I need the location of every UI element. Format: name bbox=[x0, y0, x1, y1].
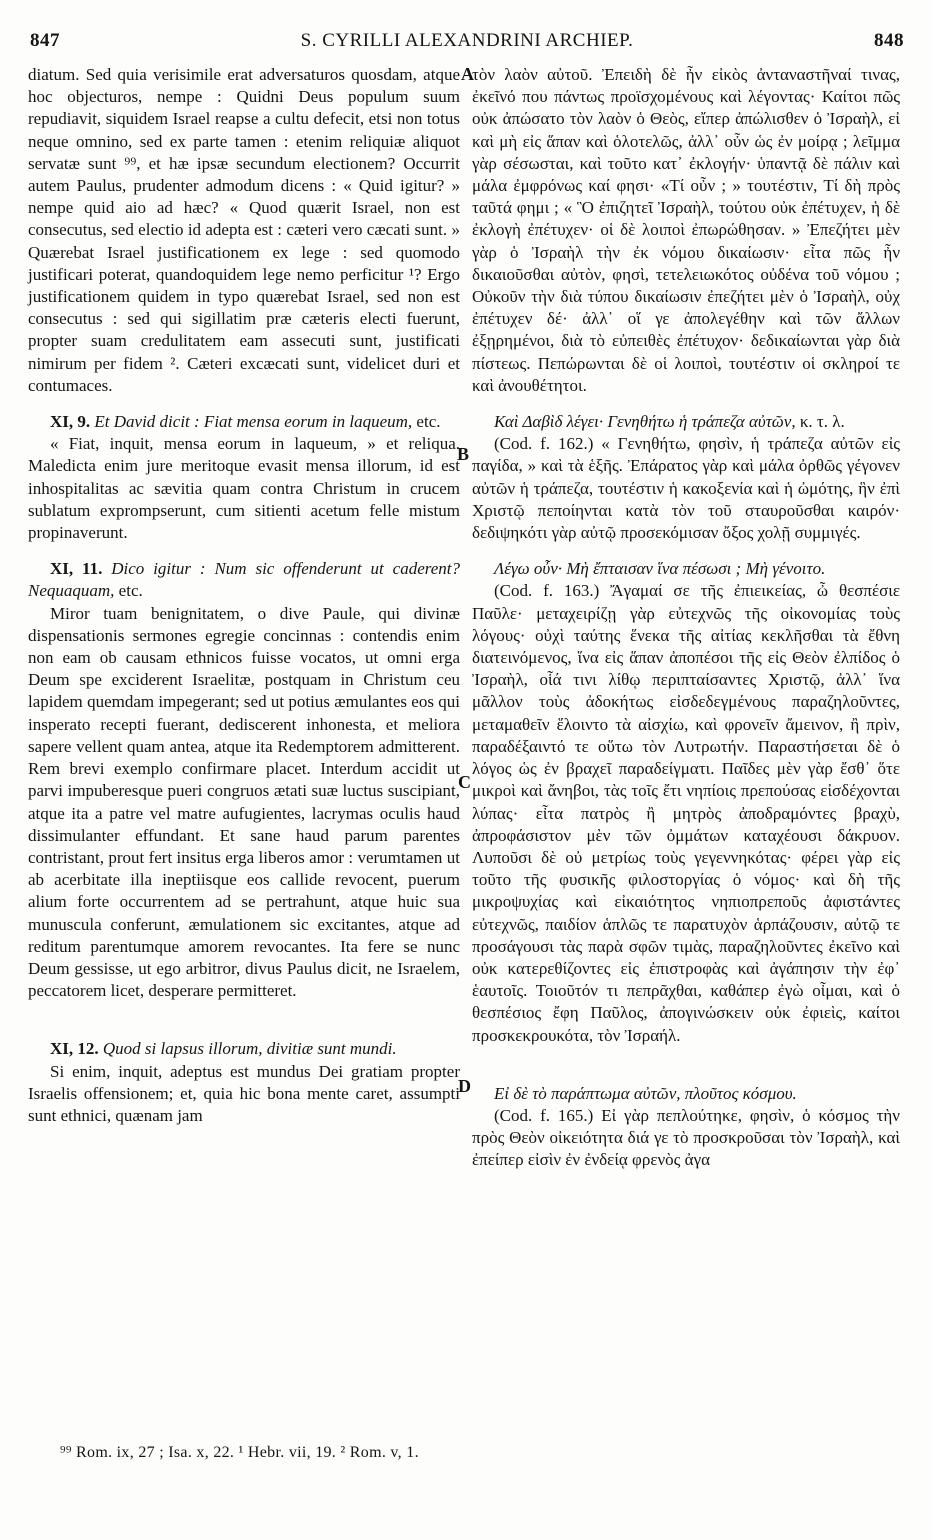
spacer bbox=[472, 1047, 900, 1069]
verse-lemma: Et David dicit : Fiat mensa eorum in laqueum, bbox=[94, 412, 413, 432]
verse-number: XI, 9. bbox=[50, 412, 91, 432]
verse-heading bbox=[28, 411, 460, 433]
verse-heading bbox=[472, 558, 900, 580]
page-header bbox=[30, 30, 904, 60]
verse-heading bbox=[28, 1038, 460, 1060]
verse-number: XI, 12. bbox=[50, 1039, 99, 1059]
paragraph: (Cod. f. 163.) Ἄγαμαί σε τῆς ἐπιεικείας, ὦ θεσπέσιε Παῦλε· μεταχειρίζῃ γὰρ εὐτεχνῶς τῆς οἰκονομίας τοὺς λόγους· οὐχὶ ταύτης ἕνεκα τῆς αἰτίας κεκλῆσθαι τὰ ἔθνη διατεινόμενος, ἵνα εἰς ἅπαν ἀποπέσοι τῆς εἰς Θεὸν ἐλπίδος ὁ Ἰσραὴλ, οἷά τινι λίθῳ περιπταίσαντες Χριστῷ, ἀλλ᾽ ἵνα μᾶλλον τοὺς ἀδοκήτως εἰσδεδεγμένους παραζηλοῦντες, μεταμαθεῖν ἕλοιντο τὰ αἰσχίω, καὶ φρονεῖν ἄμεινον, ἢ πρὶν, παραδέξαιντό τε οὕτω τὸν Λυτρωτήν. Παραστήσεται δὲ ὁ λόγος ὡς ἐν βραχεῖ παραδείγματι. Παῖδες μὲν γὰρ ἔσθ᾽ ὅτε μικροὶ καὶ ἄνηβοι, τὰς τοῖς ἔτι νηπίοις πρεπούσας εἰσδέχονται λύπας· εἶτα πατρὸς ἢ μητρὸς ἀποδραμόντες βραχὺ, ἀπροφάσιστον μὲν τῶν ὀμμάτων καταχέουσι δάκρυον. Λυποῦσι δὲ οὐ μετρίως τοὺς γεγεννηκότας· φέρει γὰρ εἰς τοῦτο τῆς φυσικῆς φιλοστοργίας ὁ νόμος· καὶ δὴ τῆς μικροψυχίας καὶ εἰκαιότητος νηπιοπρεποῦς ἀφιστάντες εὐτεχνῶς, παιδίον ἁπλῶς τε παρατυχὸν ἁρπάζουσιν, αὐτῷ τε προσάγουσι τὰς παρὰ σφῶν τιμὰς, παραζηλοῦντες ἐκεῖνο καὶ οὐκ κατερεθίζοντες εἰς ἐπιστροφὰς καὶ ἀγάπησιν τὴν ἐφ᾽ ἑαυτοῖς. Τοιοῦτόν τι πεπρᾶχθαι, καθάπερ ἐγὼ οἶμαι, καὶ ὁ θεσπέσιος ἔφη Παῦλος, ἀπογινώσκειν οὐκ ἐφιεὶς, καίτοι προσκεκρουκότα, τὸν Ἰσραήλ. bbox=[472, 581, 900, 1045]
verse-lemma: Εἰ δὲ τὸ παράπτωμα αὐτῶν, πλοῦτος κόσμου. bbox=[494, 1083, 797, 1103]
paragraph: (Cod. f. 162.) « Γενηθήτω, φησὶν, ἡ τράπεζα αὐτῶν εἰς παγίδα, » καὶ τὰ ἑξῆς. Ἐπάρατος γὰρ καὶ μάλα ὀρθῶς γέγονεν αὐτῶν ἡ τράπεζα, τουτέστιν ἡ κακοξενία καὶ ἡ ὠμότης, ἣν ἐπὶ Χριστῷ πεποίηνται κατὰ τὸν τοῦ σταυροῦσθαι καιρόν· δεδιψηκότι γὰρ αὐτῷ προσεκόμισαν ὄξος χολῇ συμμιγές. bbox=[472, 434, 900, 543]
verse-lemma: Dico igitur : Num sic offenderunt ut caderent? Nequaquam, bbox=[28, 559, 460, 601]
latin-column bbox=[28, 64, 460, 1127]
greek-column bbox=[472, 64, 900, 1172]
verse-lemma: Quod si lapsus illorum, divitiæ sunt mundi. bbox=[102, 1039, 397, 1059]
verse-lemma: Καὶ Δαβὶδ λέγει· Γενηθήτω ἡ τράπεζα αὐτῶν, bbox=[494, 412, 796, 432]
verse-number: XI, 11. bbox=[50, 559, 103, 579]
paragraph: diatum. Sed quia verisimile erat adversaturos quosdam, atque hoc objecturos, nempe : Quidni Deus populum suum repudiavit, siquidem Israel reapse a cultu defecit, etsi non totus neque omnino, sed ex parte tamen : etenim reliquiæ aliquot servatæ sunt ⁹⁹, et hæ ipsæ secundum electionem? Occurrit autem Paulus, prudenter admodum dicens : « Quid igitur? » nempe quid aio ad hæc? « Quod quærit Israel, non est consecutus, sed electio id adepta est : cæteri vero cæcati sunt. » Quærebat Israel justificationem ex lege : sed quomodo justificari poterat, quandoquidem lege nemo perficitur ¹? Ergo justificationem quidem in typo quærebat Israel, sed non est consecutus : sed qui sigillatim præ cæteris electi fuerunt, propter suam credulitatem eam assecuti sunt, justificati nimirum per fidem ². Cæteri excæcati sunt, videlicet duri et contumaces. bbox=[28, 65, 460, 395]
verse-heading bbox=[28, 558, 460, 602]
verse-heading bbox=[472, 1083, 900, 1105]
margin-marker-d: D bbox=[458, 1076, 471, 1096]
running-title: S. CYRILLI ALEXANDRINI ARCHIEP. bbox=[300, 30, 634, 51]
verse-lemma: Λέγω οὖν· Μὴ ἔπταισαν ἵνα πέσωσι ; Μὴ γένοιτο. bbox=[494, 559, 826, 579]
verse-tail: etc. bbox=[118, 581, 143, 601]
verse-heading bbox=[472, 411, 900, 433]
margin-marker-b: B bbox=[457, 444, 470, 464]
paragraph: Miror tuam benignitatem, o dive Paule, qui divinæ dispensationis sermones egregie concinnas : contendis enim non eam ob causam ethnicos fuisse vocatos, ut omni erga Deum spe exciderent Israelitæ, postquam in Christum ceu lapidem quemdam impegerant; sed ut potius æmulantes eos qui insperato recepti fuerant, dediscerent inhonesta, et meliora sapere vellent quam antea, atque ita Redemptorem admitterent. Rem brevi exemplo confirmare placet. Interdum accidit ut parvi impuberesque pueri congruos ætati suæ luctus suscipiant, atque ita a patre vel matre aufugientes, lacrymas oculis haud dissimulanter effundant. Et sane haud parum parentes contristant, prout fert insitus erga liberos amor : verumtamen ut ab acerbitate illa ineptiisque eos callide revocent, puerum alium forte occurrentem ad se pertrahunt, atque huic sua munuscula conferunt, æmulationem sic excitantes, atque ad reditum parentumque amorem revocantes. Ita fere se nunc Deum gessisse, ut ego arbitror, divus Paulus dicit, ne Israelem, peccatorem licet, desperare permitteret. bbox=[28, 603, 460, 1001]
footnotes: ⁹⁹ Rom. ix, 27 ; Isa. x, 22. ¹ Hebr. vii, 19. ² Rom. v, 1. bbox=[60, 1444, 419, 1461]
page-number-right: 848 bbox=[874, 30, 904, 51]
margin-marker-c: C bbox=[458, 772, 471, 792]
margin-marker-a: A bbox=[461, 64, 474, 84]
page-number-left: 847 bbox=[30, 30, 60, 51]
verse-tail: κ. τ. λ. bbox=[799, 412, 845, 432]
paragraph: Si enim, inquit, adeptus est mundus Dei gratiam propter Israelis offensionem; et, quia hic bona mente caret, assumpti sunt ethnici, quænam jam bbox=[28, 1061, 460, 1125]
paragraph: (Cod. f. 165.) Εἰ γὰρ πεπλούτηκε, φησὶν, ὁ κόσμος τὴν πρὸς Θεὸν οἰκειότητα διά γε τὸ προσκροῦσαι τὸν Ἰσραὴλ, καὶ ἐπείπερ εἰσὶν ἐν ἐνδείᾳ φρενὸς ἀγα bbox=[472, 1105, 900, 1170]
verse-tail: etc. bbox=[416, 412, 441, 432]
spacer bbox=[28, 1002, 460, 1024]
paragraph: τὸν λαὸν αὐτοῦ. Ἐπειδὴ δὲ ἦν εἰκὸς ἀνταναστῆναί τινας, ἐκεῖνό που πάντως προϊσχομένους καὶ λέγοντας· Καίτοι πῶς οὐκ ἀπώσατο τὸν λαὸν ὁ Θεὸς, εἴπερ ἀπώλισθεν ὁ Ἰσραὴλ, εἰ καὶ μὴ εἰς ἅπαν καὶ ὁλοτελῶς, ἀλλ᾽ οὖν ὡς ἐν μοίρᾳ ; λεῖμμα γὰρ σέσωσται, καὶ τοῦτο κατ᾽ ἐκλογήν· ὑπαντᾷ δὲ πάλιν καὶ μάλα ἐμφρόνως καί φησι· «Τί οὖν ; » τουτέστιν, Τί δὴ πρὸς ταῦτά φημι ; « Ὃ ἐπιζητεῖ Ἰσραὴλ, τούτου οὐκ ἐπέτυχεν, ἡ δὲ ἐκλογὴ ἐπέτυχεν· οἱ δὲ λοιποὶ ἐπωρώθησαν. » Ἐπεζήτει μὲν γὰρ ὁ Ἰσραὴλ τὴν ἐκ νόμου δικαίωσιν· εἶτα πῶς ἦν δικαιοῦσθαι αὐτὸν, φησὶ, τετελειωκότος οὐδένα τοῦ νόμου ; Οὐκοῦν τὴν διὰ τύπου δικαίωσιν ἐπεζήτει μὲν ὁ Ἰσραὴλ, οὐχ ἐπέτυχεν δέ· ἀλλ᾽ οἵ γε ἀπολεγέθην καὶ τῶν ἄλλων ἐξῃρημένοι, διὰ τὸ εὐπειθὲς ἐπέτυχον· δεδικαίωνται γὰρ διὰ πίστεως. Πεπώρωνται δὲ οἱ λοιποὶ, τουτέστιν οἱ σκληροί τε καὶ ἀνουθέτητοι. bbox=[472, 65, 900, 395]
paragraph: « Fiat, inquit, mensa eorum in laqueum, » et reliqua. Maledicta enim jure meritoque evasit mensa illorum, id est inhospitalitas ac sævitia quam contra Christum in crucem sublatum exprompserunt, cum sitienti acetum felle mistum propinaverunt. bbox=[28, 434, 460, 543]
